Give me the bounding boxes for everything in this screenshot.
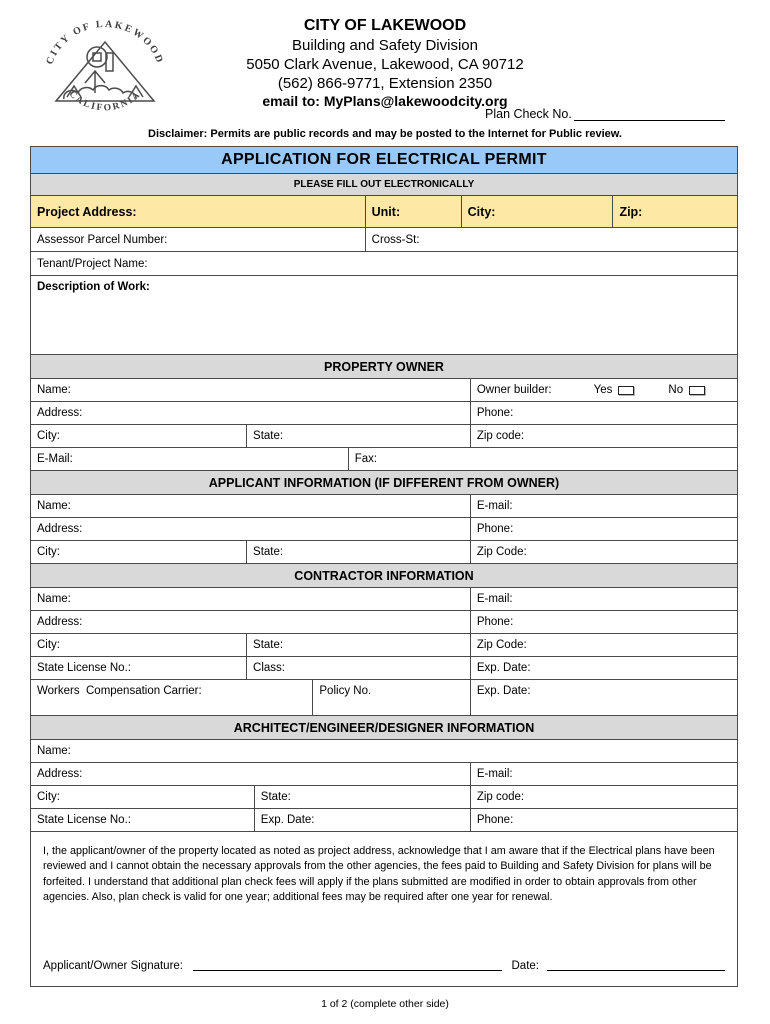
architect-phone-label: Phone: bbox=[476, 814, 514, 826]
owner-state-label: State: bbox=[253, 430, 284, 442]
architect-state-label: State: bbox=[260, 791, 291, 803]
architect-exp-date-field[interactable] bbox=[255, 809, 471, 831]
owner-phone-field[interactable] bbox=[471, 402, 737, 424]
architect-city-row bbox=[31, 786, 737, 809]
property-owner-section-header bbox=[31, 355, 737, 379]
architect-address-field[interactable] bbox=[31, 763, 471, 785]
owner-builder-no-label: No bbox=[668, 384, 684, 396]
applicant-address-label: Address: bbox=[37, 523, 83, 535]
contractor-name-field[interactable] bbox=[31, 588, 471, 610]
description-label: Description of Work: bbox=[37, 281, 150, 293]
contractor-name-row bbox=[31, 588, 737, 611]
contractor-name-label: Name: bbox=[37, 593, 71, 605]
owner-name-label: Name: bbox=[37, 384, 71, 396]
applicant-name-label: Name: bbox=[37, 500, 71, 512]
architect-exp-date-label: Exp. Date: bbox=[260, 814, 315, 826]
contractor-exp-date-label: Exp. Date: bbox=[476, 662, 531, 674]
applicant-city-field[interactable] bbox=[31, 541, 247, 563]
owner-builder-yes-checkbox[interactable] bbox=[618, 386, 634, 395]
architect-section-header bbox=[31, 716, 737, 740]
owner-builder-label: Owner builder: bbox=[476, 384, 552, 396]
architect-email-label: E-mail: bbox=[476, 768, 513, 780]
architect-zip-label: Zip code: bbox=[476, 791, 525, 803]
workers-comp-carrier-field[interactable] bbox=[31, 680, 313, 715]
electrical-permit-form bbox=[30, 146, 738, 987]
architect-name-label: Name: bbox=[37, 745, 71, 757]
owner-name-row bbox=[31, 379, 737, 402]
owner-email-label: E-Mail: bbox=[37, 453, 73, 465]
applicant-city-label: City: bbox=[37, 546, 60, 558]
contractor-address-label: Address: bbox=[37, 616, 83, 628]
contractor-state-field[interactable] bbox=[247, 634, 471, 656]
applicant-email-label: E-mail: bbox=[476, 500, 513, 512]
applicant-phone-field[interactable] bbox=[471, 518, 737, 540]
owner-address-row bbox=[31, 402, 737, 425]
project-zip-label: Zip: bbox=[619, 204, 643, 219]
signature-row bbox=[43, 957, 725, 972]
owner-city-field[interactable] bbox=[31, 425, 247, 447]
applicant-phone-label: Phone: bbox=[476, 523, 514, 535]
project-address-row bbox=[31, 196, 737, 228]
contractor-phone-label: Phone: bbox=[476, 616, 514, 628]
architect-header-text: ARCHITECT/ENGINEER/DESIGNER INFORMATION bbox=[233, 720, 535, 735]
architect-address-row bbox=[31, 763, 737, 786]
contractor-email-label: E-mail: bbox=[476, 593, 513, 605]
owner-email-field[interactable] bbox=[31, 448, 349, 470]
fill-electronically-text: PLEASE FILL OUT ELECTRONICALLY bbox=[293, 179, 475, 190]
disclaimer-text: Disclaimer: Permits are public records and may be posted to the Internet for Public review. bbox=[148, 128, 622, 140]
description-of-work-field[interactable] bbox=[31, 276, 737, 354]
applicant-zip-field[interactable] bbox=[471, 541, 737, 563]
org-email: email to: MyPlans@lakewoodcity.org bbox=[262, 93, 508, 109]
contractor-zip-field[interactable] bbox=[471, 634, 737, 656]
contractor-city-field[interactable] bbox=[31, 634, 247, 656]
date-label: Date: bbox=[511, 960, 539, 972]
apn-label: Assessor Parcel Number: bbox=[37, 233, 168, 246]
applicant-address-field[interactable] bbox=[31, 518, 471, 540]
page-number-footer: 1 of 2 (complete other side) bbox=[321, 998, 449, 1010]
contractor-city-label: City: bbox=[37, 639, 60, 651]
project-city-label: City: bbox=[467, 204, 496, 219]
fill-electronically-banner bbox=[31, 174, 737, 196]
architect-state-field[interactable] bbox=[255, 786, 471, 808]
applicant-name-field[interactable] bbox=[31, 495, 471, 517]
architect-city-label: City: bbox=[37, 791, 60, 803]
property-owner-header-text: PROPERTY OWNER bbox=[324, 359, 444, 374]
signature-label: Applicant/Owner Signature: bbox=[43, 960, 183, 972]
architect-license-label: State License No.: bbox=[37, 814, 131, 826]
owner-name-field[interactable] bbox=[31, 379, 471, 401]
policy-no-label: Policy No. bbox=[319, 685, 372, 697]
form-title: APPLICATION FOR ELECTRICAL PERMIT bbox=[221, 151, 547, 168]
owner-zip-label: Zip code: bbox=[476, 430, 525, 442]
owner-fax-field[interactable] bbox=[349, 448, 737, 470]
contractor-state-label: State: bbox=[253, 639, 284, 651]
unit-label: Unit: bbox=[371, 204, 401, 219]
owner-city-row bbox=[31, 425, 737, 448]
cross-street-label: Cross-St: bbox=[371, 233, 420, 246]
contractor-section-header bbox=[31, 564, 737, 588]
acknowledgement-block bbox=[31, 832, 737, 986]
architect-zip-field[interactable] bbox=[471, 786, 737, 808]
seal-bottom-text: CALIFORNIA bbox=[66, 89, 144, 114]
policy-no-field[interactable] bbox=[313, 680, 470, 715]
workers-comp-exp-date-field[interactable] bbox=[471, 680, 737, 715]
assessor-parcel-number-field[interactable] bbox=[31, 228, 366, 251]
applicant-section-header bbox=[31, 471, 737, 495]
description-row bbox=[31, 276, 737, 355]
owner-builder-cell bbox=[471, 379, 737, 401]
unit-field[interactable] bbox=[366, 196, 462, 227]
contractor-header-text: CONTRACTOR INFORMATION bbox=[294, 568, 474, 583]
org-phone: (562) 866-9771, Extension 2350 bbox=[277, 75, 493, 92]
applicant-name-row bbox=[31, 495, 737, 518]
applicant-address-row bbox=[31, 518, 737, 541]
architect-phone-field[interactable] bbox=[471, 809, 737, 831]
seal-top-text: CITY OF LAKEWOOD bbox=[44, 18, 166, 67]
owner-fax-label: Fax: bbox=[354, 453, 378, 465]
org-division: Building and Safety Division bbox=[292, 37, 478, 54]
contractor-zip-label: Zip Code: bbox=[476, 639, 527, 651]
cross-street-field[interactable] bbox=[366, 228, 737, 251]
architect-address-label: Address: bbox=[37, 768, 83, 780]
org-address: 5050 Clark Avenue, Lakewood, CA 90712 bbox=[246, 56, 524, 73]
owner-builder-yes-label: Yes bbox=[593, 384, 613, 396]
contractor-phone-field[interactable] bbox=[471, 611, 737, 633]
tenant-project-name-field[interactable] bbox=[31, 252, 737, 275]
contractor-address-row bbox=[31, 611, 737, 634]
contractor-license-field[interactable] bbox=[31, 657, 247, 679]
form-title-banner bbox=[31, 147, 737, 174]
project-address-label: Project Address: bbox=[37, 204, 137, 219]
applicant-city-row bbox=[31, 541, 737, 564]
tenant-label: Tenant/Project Name: bbox=[37, 257, 148, 270]
workers-comp-row bbox=[31, 680, 737, 716]
letterhead bbox=[0, 16, 770, 110]
project-city-field[interactable] bbox=[462, 196, 614, 227]
architect-city-field[interactable] bbox=[31, 786, 255, 808]
architect-name-field[interactable] bbox=[31, 740, 737, 762]
contractor-email-field[interactable] bbox=[471, 588, 737, 610]
contractor-license-label: State License No.: bbox=[37, 662, 131, 674]
applicant-zip-label: Zip Code: bbox=[476, 546, 527, 558]
acknowledgement-text: I, the applicant/owner of the property located as noted as project address, acknowledge that I am aware that if the Electrical plans have been reviewed and I cannot obtain the necessary approvals from the other agencies, the fees paid to Building and Safety Division for plans will be forfeited. I understand that additional plan check fees will apply if the plans submitted are modified in order to obtain approvals from other agencies. Also, plan check is valid for one year; additional fees may be required after one year for renewal. bbox=[43, 845, 715, 903]
owner-phone-label: Phone: bbox=[476, 407, 514, 419]
applicant-header-text: APPLICANT INFORMATION (IF DIFFERENT FROM OWNER) bbox=[208, 475, 560, 490]
applicant-state-field[interactable] bbox=[247, 541, 471, 563]
workers-comp-exp-date-label: Exp. Date: bbox=[476, 685, 531, 697]
workers-comp-carrier-label: Workers Compensation Carrier: bbox=[37, 685, 202, 697]
applicant-state-label: State: bbox=[253, 546, 284, 558]
contractor-license-row bbox=[31, 657, 737, 680]
owner-state-field[interactable] bbox=[247, 425, 471, 447]
architect-license-field[interactable] bbox=[31, 809, 255, 831]
owner-city-label: City: bbox=[37, 430, 60, 442]
owner-builder-no-checkbox[interactable] bbox=[689, 386, 705, 395]
owner-address-field[interactable] bbox=[31, 402, 471, 424]
architect-license-row bbox=[31, 809, 737, 832]
contractor-city-row bbox=[31, 634, 737, 657]
date-input-line[interactable] bbox=[547, 957, 725, 971]
org-title: CITY OF LAKEWOOD bbox=[303, 17, 467, 34]
applicant-email-field[interactable] bbox=[471, 495, 737, 517]
owner-email-row bbox=[31, 448, 737, 471]
contractor-address-field[interactable] bbox=[31, 611, 471, 633]
project-address-field[interactable] bbox=[31, 196, 366, 227]
plan-check-input-line[interactable] bbox=[574, 106, 725, 121]
contractor-exp-date-field[interactable] bbox=[471, 657, 737, 679]
plan-check-row bbox=[485, 106, 725, 121]
apn-row bbox=[31, 228, 737, 252]
architect-name-row bbox=[31, 740, 737, 763]
project-zip-field[interactable] bbox=[613, 196, 737, 227]
tenant-row bbox=[31, 252, 737, 276]
contractor-class-field[interactable] bbox=[247, 657, 471, 679]
signature-input-line[interactable] bbox=[193, 957, 502, 971]
owner-address-label: Address: bbox=[37, 407, 83, 419]
architect-email-field[interactable] bbox=[471, 763, 737, 785]
contractor-class-label: Class: bbox=[253, 662, 285, 674]
owner-zip-field[interactable] bbox=[471, 425, 737, 447]
plan-check-label: Plan Check No. bbox=[485, 107, 572, 121]
